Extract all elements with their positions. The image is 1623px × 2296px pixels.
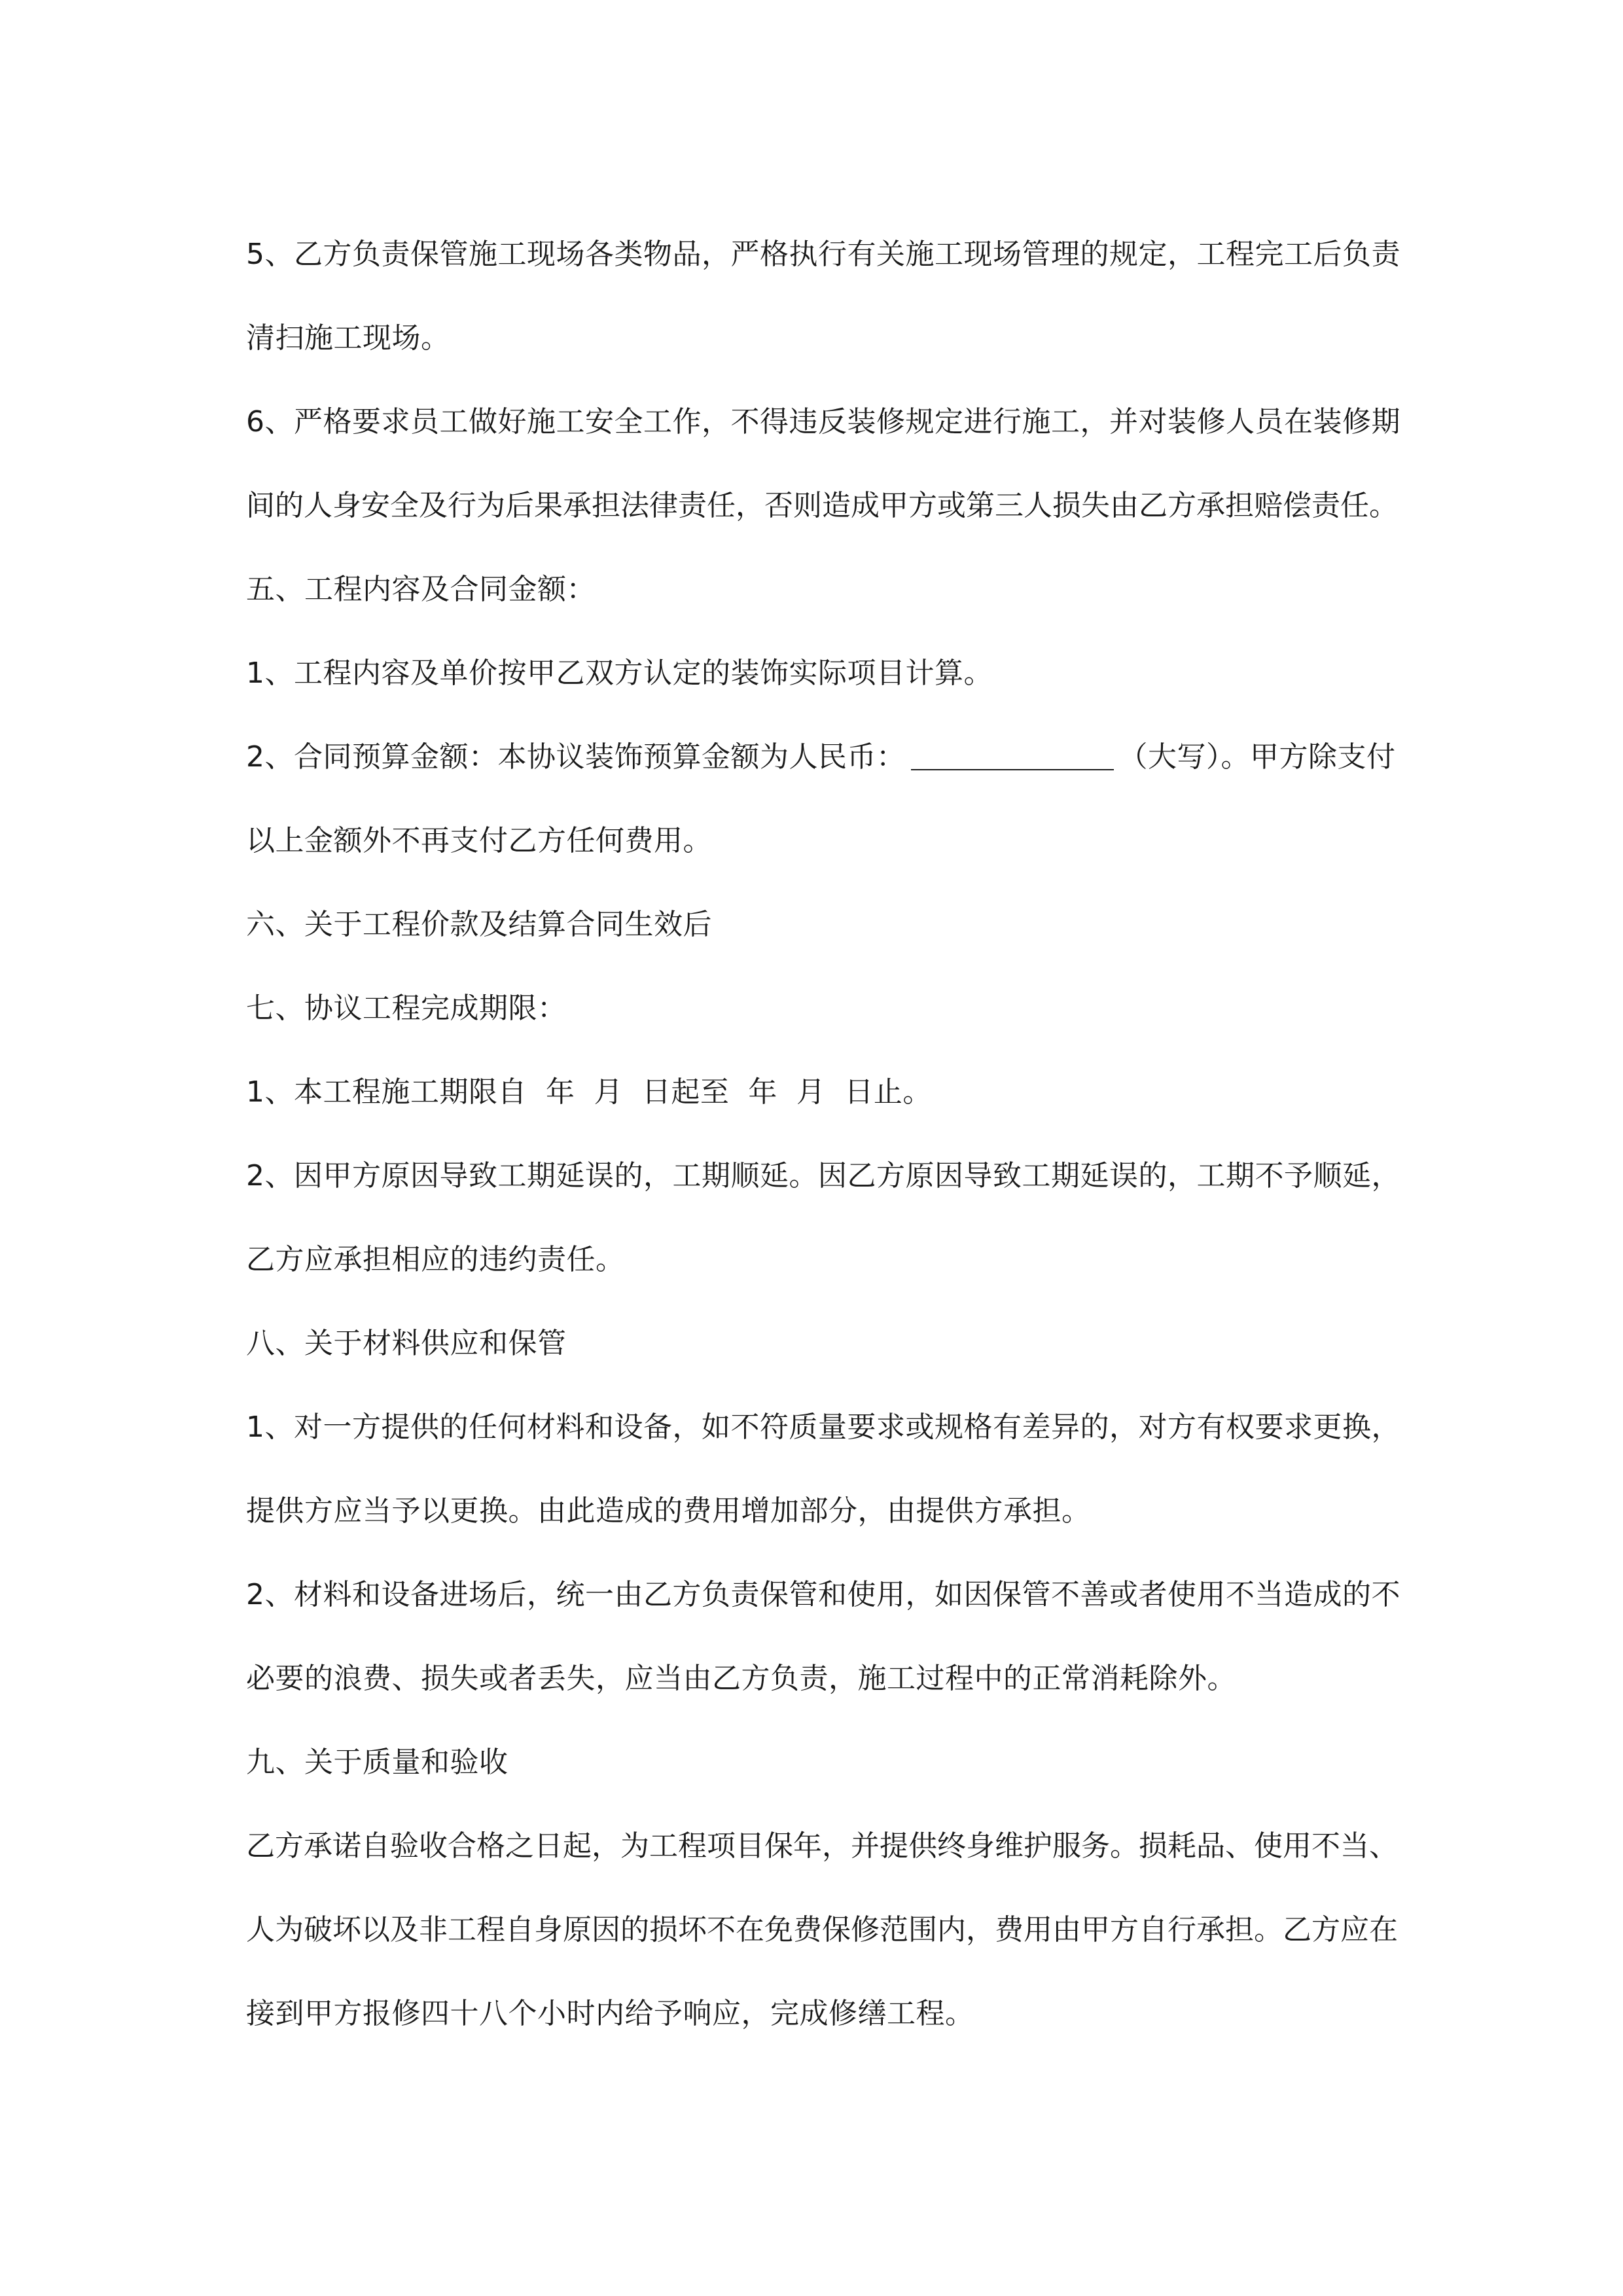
section-5-item-1: 1、工程内容及单价按甲乙双方认定的装饰实际项目计算。	[246, 656, 993, 690]
clause-5-line-2: 清扫施工现场。	[246, 321, 450, 355]
section-9-line-1: 乙方承诺自验收合格之日起，为工程项目保年，并提供终身维护服务。损耗品、使用不当、	[246, 1829, 1398, 1863]
section-8-item-2-line-2: 必要的浪费、损失或者丢失，应当由乙方负责，施工过程中的正常消耗除外。	[246, 1662, 1236, 1695]
section-9-heading: 九、关于质量和验收	[246, 1746, 508, 1779]
section-8-item-1-line-1: 1、对一方提供的任何材料和设备，如不符质量要求或规格有差异的，对方有权要求更换，	[246, 1410, 1400, 1444]
section-5-heading: 五、工程内容及合同金额：	[246, 573, 596, 606]
amount-text-before: 2、合同预算金额：本协议装饰预算金额为人民币：	[246, 740, 906, 774]
section-5-item-2-line-2: 以上金额外不再支付乙方任何费用。	[246, 824, 712, 857]
section-7-heading: 七、协议工程完成期限：	[246, 992, 567, 1025]
section-5-item-2-line-1	[246, 715, 1396, 799]
section-9-line-3: 接到甲方报修四十八个小时内给予响应，完成修缮工程。	[246, 1997, 974, 2030]
amount-blank	[911, 740, 1114, 770]
document-body	[246, 213, 1400, 2056]
clause-6-line-1: 6、严格要求员工做好施工安全工作，不得违反装修规定进行施工，并对装修人员在装修期	[246, 405, 1400, 439]
section-6-heading: 六、关于工程价款及结算合同生效后	[246, 908, 712, 941]
clause-6-line-2: 间的人身安全及行为后果承担法律责任，否则造成甲方或第三人损失由乙方承担赔偿责任。	[246, 489, 1398, 522]
section-7-item-2-line-1: 2、因甲方原因导致工期延误的，工期顺延。因乙方原因导致工期延误的，工期不予顺延，	[246, 1159, 1400, 1193]
section-8-heading: 八、关于材料供应和保管	[246, 1327, 567, 1360]
amount-text-after: （大写）。甲方除支付	[1118, 740, 1396, 774]
clause-5-line-1: 5、乙方负责保管施工现场各类物品，严格执行有关施工现场管理的规定，工程完工后负责	[246, 238, 1400, 271]
section-7-item-2-line-2: 乙方应承担相应的违约责任。	[246, 1243, 625, 1276]
section-8-item-1-line-2: 提供方应当予以更换。由此造成的费用增加部分，由提供方承担。	[246, 1494, 1091, 1528]
section-8-item-2-line-1: 2、材料和设备进场后，统一由乙方负责保管和使用，如因保管不善或者使用不当造成的不	[246, 1578, 1400, 1611]
section-7-item-1: 1、本工程施工期限自 年 月 日起至 年 月 日止。	[246, 1075, 932, 1109]
section-9-line-2: 人为破坏以及非工程自身原因的损坏不在免费保修范围内，费用由甲方自行承担。乙方应在	[246, 1913, 1398, 1946]
